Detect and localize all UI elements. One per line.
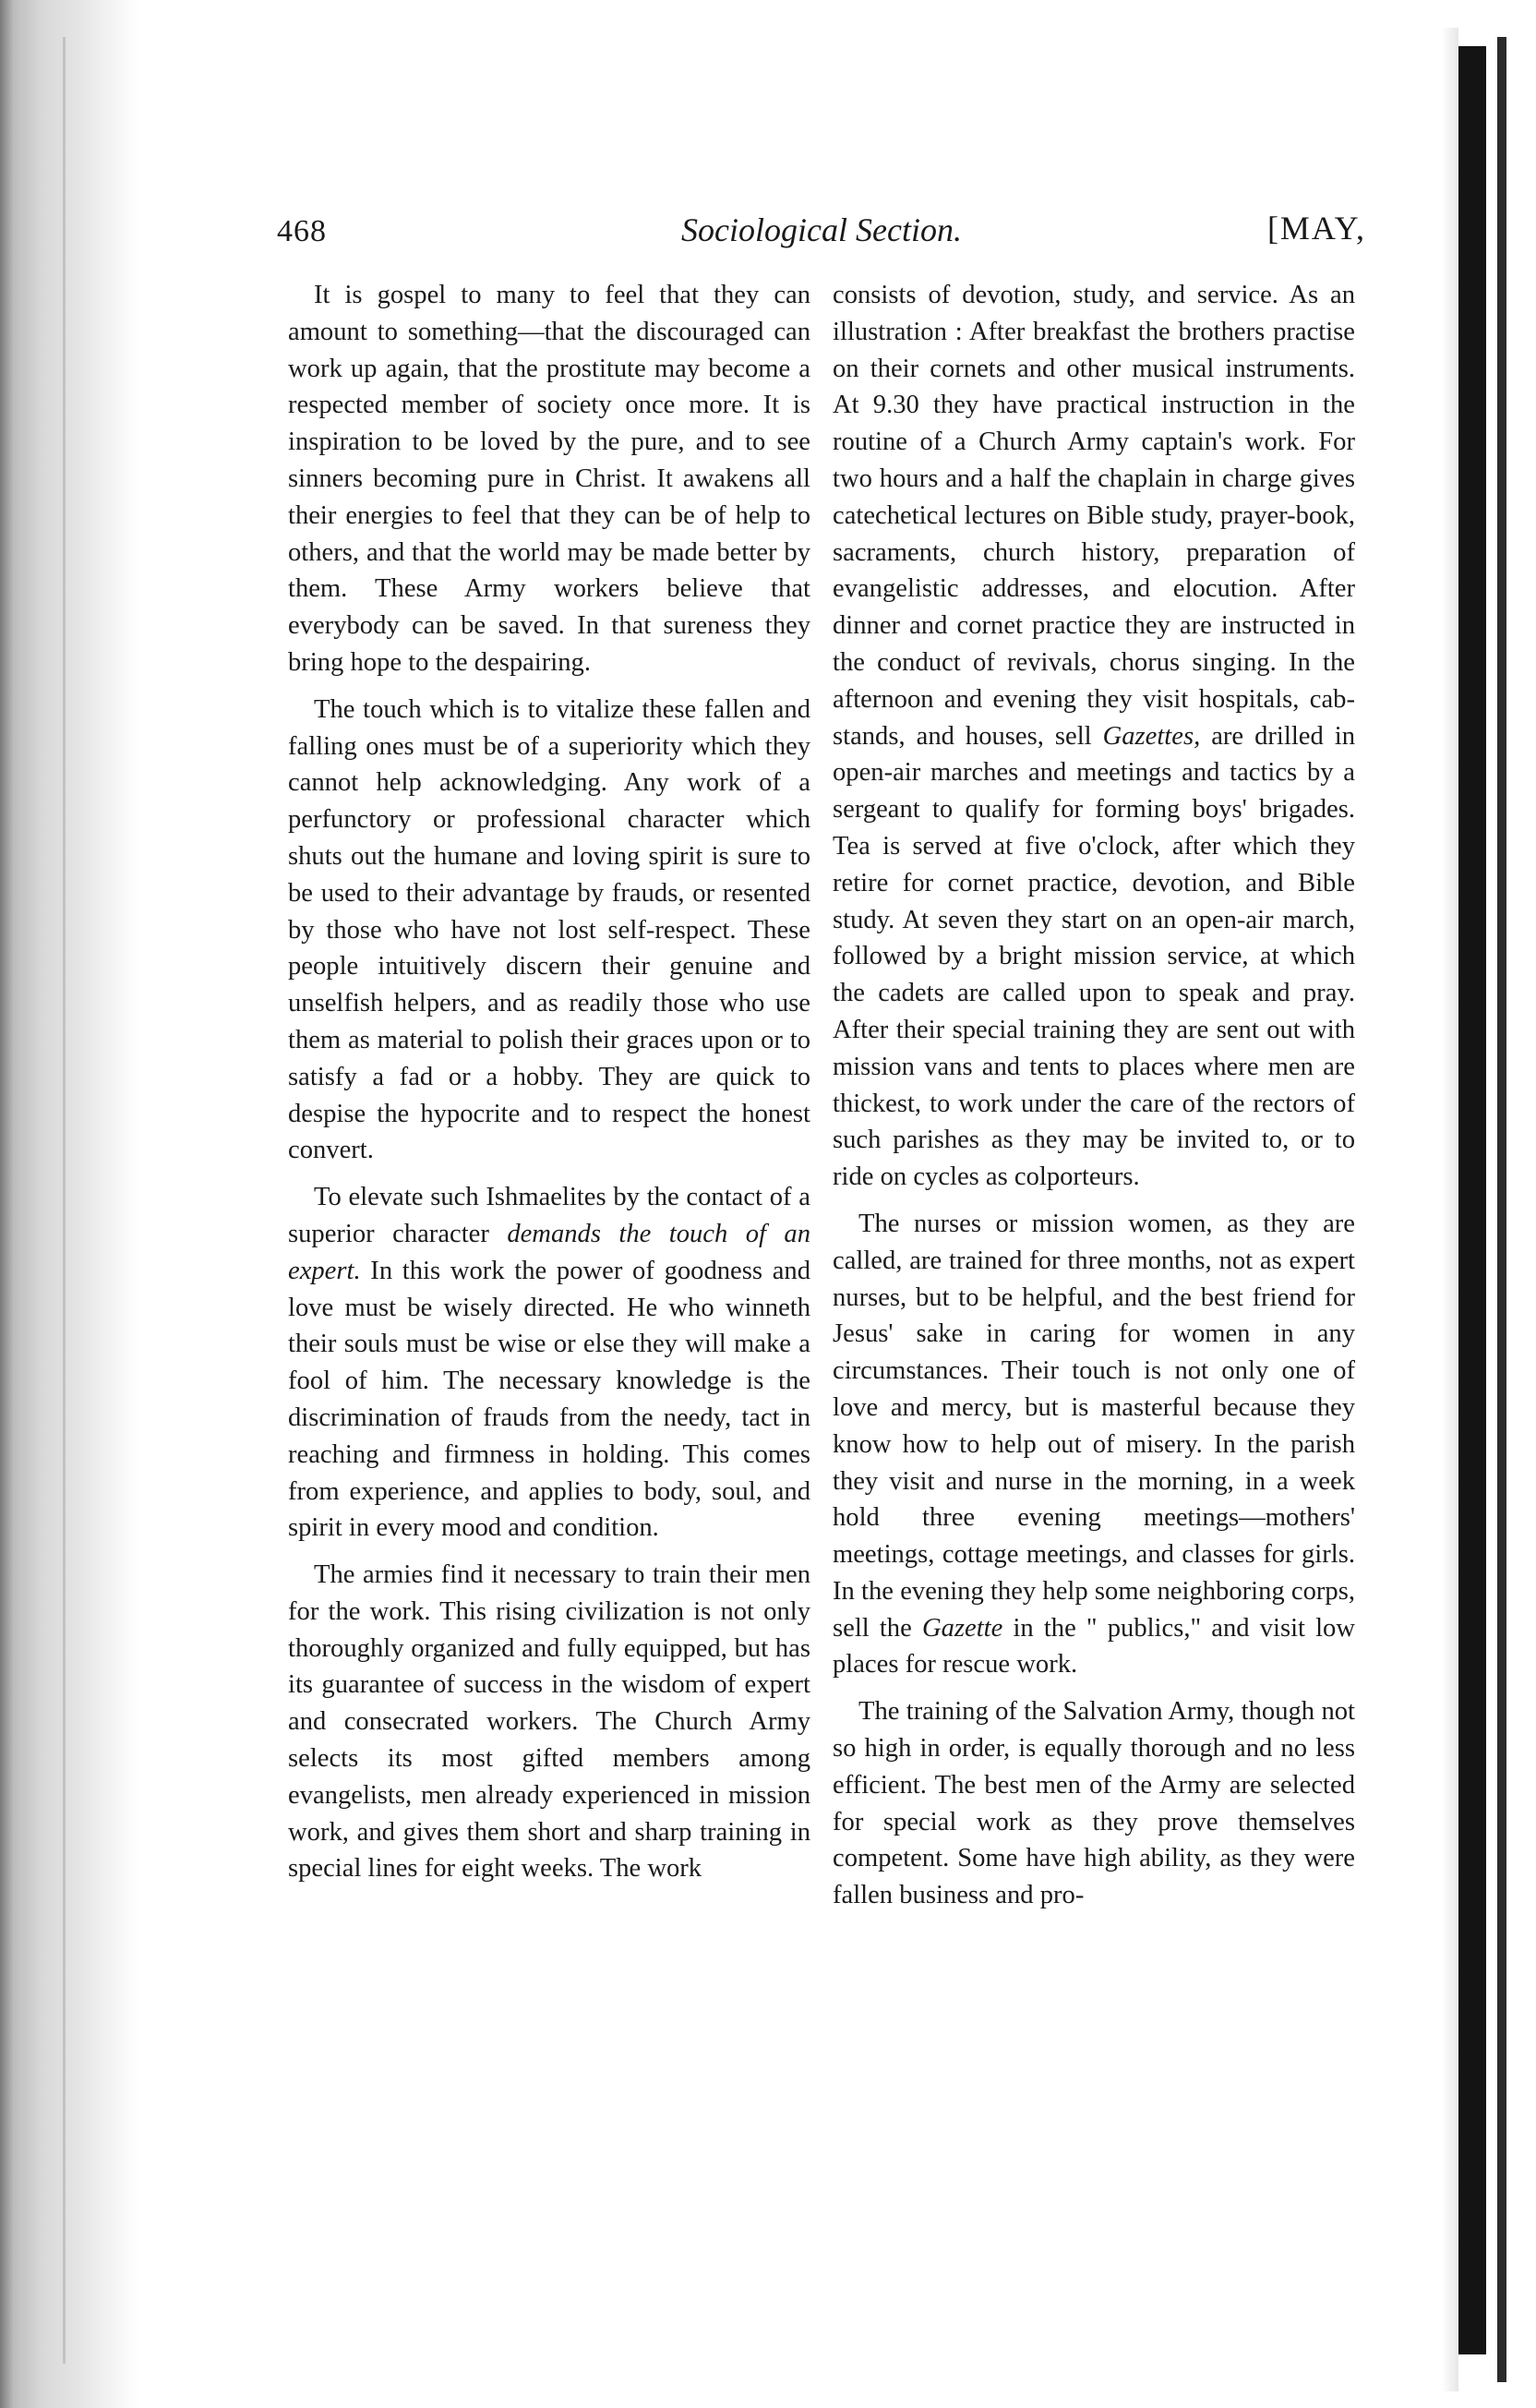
- left-paragraph-1: It is gospel to many to feel that they can amount to something—that the discouraged can work up again, that the prostitute may become a respected member of society once more. It is inspiration to be loved by the pure, and to see sinners becoming pure in Christ. It awakens all their energies to feel that they can be of help to others, and that the world may be made better by them. These Army workers believe that everybody can be saved. In that sureness they bring hope to the despairing.: [288, 281, 810, 677]
- right-paragraph-1-emphasis: Gazettes,: [1102, 721, 1201, 751]
- right-scan-border: [1458, 46, 1486, 2354]
- left-paragraph-4: The armies find it necessary to train their men for the work. This rising civilization is not only thoroughly organized and fully equipped, but has its guarantee of success in the wisdom of expert and consecrated workers. The Church Army selects its most gifted members among evangelists, men already experienced in mission work, and gives them short and sharp training in special lines for eight weeks. The work: [288, 1560, 810, 1884]
- book-page: [277, 185, 1366, 2354]
- left-paragraph-3-emphasis: demands the touch of an expert.: [288, 1219, 810, 1285]
- left-paragraph-3: [288, 1179, 810, 1547]
- right-paragraph-1: [833, 277, 1355, 1196]
- right-paragraph-1-start: consists of devotion, study, and service. As an illustration : After breakfast the brothers practise on their cornets and other musical instruments. At 9.30 they have practical instruction in the routine of a Church Army captain's work. For two hours and a half the chaplain in charge gives catechetical lectures on Bible study, prayer-book, sacraments, church history, preparation of evangelistic addresses, and elocution. After dinner and cornet practice they are instructed in the conduct of revivals, chorus singing. In the afternoon and evening they visit hospitals, cab-stands, and houses, sell: [833, 281, 1355, 751]
- right-edge-blank: [1486, 0, 1536, 2408]
- running-head-month: [MAY,: [1266, 210, 1366, 247]
- right-paragraph-3: The training of the Salvation Army, though not so high in order, is equally thorough and no less efficient. The best men of the Army are selected for special work as they prove themselves competent. Some have high ability, as they were fallen business and pro-: [833, 1697, 1355, 1910]
- gutter-page-edge: [63, 37, 66, 2364]
- left-paragraph-3-start: To elevate such Ishmaelites by the contact of a superior character: [288, 1183, 810, 1248]
- section-title: Sociological Section.: [681, 211, 962, 248]
- left-paragraph-3-end: In this work the power of goodness and love must be wisely directed. He who winneth their souls must be wise or else they will make a fool of him. The necessary knowledge is the discrimination of frauds from the needy, tact in reaching and firmness in holding. This comes from experience, and applies to body, soul, and spirit in every mood and condition.: [288, 1256, 810, 1543]
- right-column: [833, 277, 1355, 1924]
- right-paragraph-2-end: in the " publics," and visit low places for rescue work.: [833, 1613, 1355, 1680]
- next-page-edge: [1497, 37, 1506, 2382]
- left-paragraph-2: The touch which is to vitalize these fallen and falling ones must be of a superiority which they cannot help acknowledging. Any work of a perfunctory or professional character which shuts out the humane and loving spirit is sure to be used to their advantage by frauds, or resented by those who have not lost self-respect. These people intuitively discern their genuine and unselfish helpers, and as readily those who use them as material to polish their graces upon or to satisfy a fad or a hobby. They are quick to despise the hypocrite and to respect the honest convert.: [288, 694, 810, 1165]
- right-paragraph-1-end: are drilled in open-air marches and meetings and tactics by a sergeant to qualify for forming boys' brigades. Tea is served at five o'clock, after which they retire for cornet practice, devotion, and Bible study. At seven they start on an open-air march, followed by a bright mission service, at which the cadets are called upon to speak and pray. After their special training they are sent out with mission vans and tents to places where men are thickest, to work under the care of the rectors of such parishes as they may be invited to, or to ride on cycles as colporteurs.: [833, 721, 1355, 1192]
- right-margin-shadow: [1442, 28, 1458, 2391]
- right-paragraph-2: [833, 1206, 1355, 1683]
- left-column: [288, 277, 810, 1897]
- right-paragraph-2-start: The nurses or mission women, as they are called, are trained for three months, not as expert nurses, but to be helpful, and the best friend for Jesus' sake in caring for women in any circumstances. Their touch is not only one of love and mercy, but is masterful because they know how to help out of misery. In the parish they visit and nurse in the morning, in a week hold three evening meetings—mothers' meetings, cottage meetings, and classes for girls. In the evening they help some neighboring corps, sell the: [833, 1209, 1355, 1643]
- book-gutter-shadow: [0, 0, 138, 2408]
- running-head: [277, 196, 1366, 251]
- right-paragraph-2-emphasis: Gazette: [921, 1613, 1003, 1643]
- page-number: 468: [277, 214, 327, 248]
